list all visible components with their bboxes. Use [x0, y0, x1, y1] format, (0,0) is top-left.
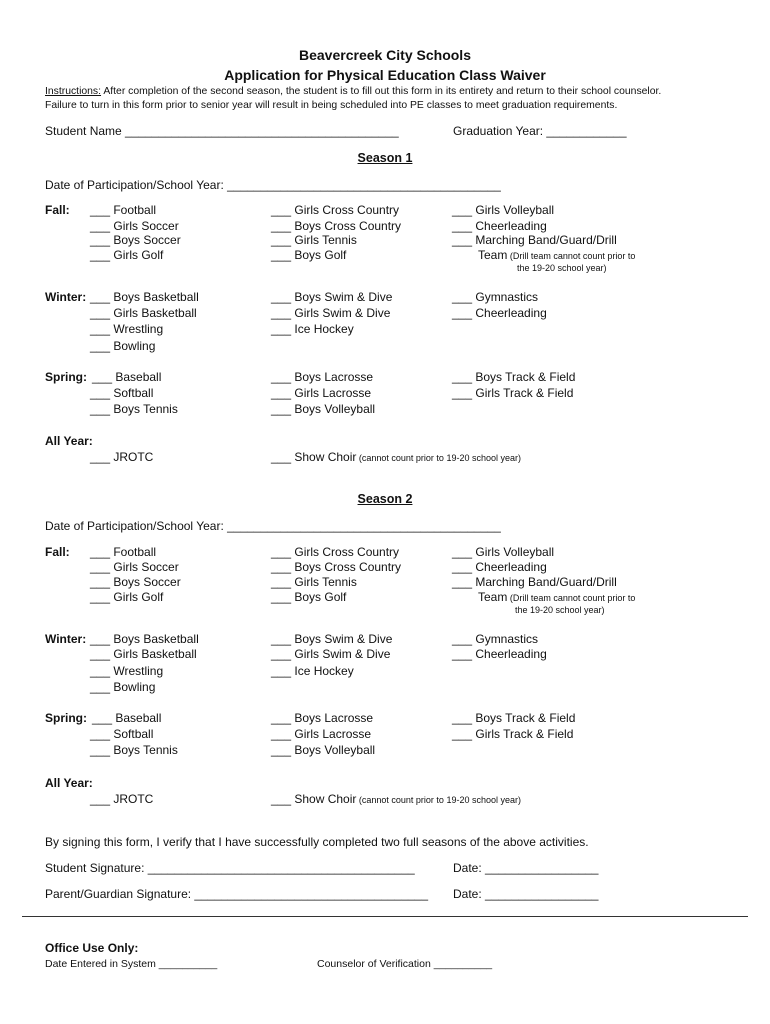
checkbox-boys-golf[interactable]: ___ Boys Golf — [271, 248, 347, 262]
checkbox-girls-lacrosse[interactable]: ___ Girls Lacrosse — [271, 386, 372, 400]
checkbox-girls-tennis[interactable]: ___ Girls Tennis — [271, 233, 357, 247]
show-choir-note: (cannot count prior to 19-20 school year) — [356, 453, 521, 463]
checkbox-boys-tennis[interactable]: ___ Boys Tennis — [90, 402, 178, 416]
checkbox-cheerleading-fall[interactable]: ___ Cheerleading — [452, 560, 547, 574]
checkbox-girls-swim-dive[interactable]: ___ Girls Swim & Dive — [271, 647, 391, 661]
graduation-year-field[interactable]: Graduation Year: ____________ — [453, 124, 627, 138]
show-choir-label: ___ Show Choir — [271, 450, 357, 464]
winter-label: Winter: — [45, 290, 87, 304]
team-note-line-2: the 19-20 school year) — [517, 263, 607, 273]
checkbox-boys-lacrosse[interactable]: ___ Boys Lacrosse — [271, 711, 374, 725]
checkbox-boys-lacrosse[interactable]: ___ Boys Lacrosse — [271, 370, 374, 384]
checkbox-boys-track-field[interactable]: ___ Boys Track & Field — [452, 370, 576, 384]
checkbox-boys-tennis[interactable]: ___ Boys Tennis — [90, 743, 178, 757]
checkbox-ice-hockey[interactable]: ___ Ice Hockey — [271, 322, 354, 336]
checkbox-marching-band[interactable]: ___ Marching Band/Guard/Drill — [452, 233, 617, 247]
instructions-line-1 — [45, 85, 661, 99]
checkbox-softball[interactable]: ___ Softball — [90, 727, 154, 741]
checkbox-girls-track-field[interactable]: ___ Girls Track & Field — [452, 727, 574, 741]
checkbox-boys-swim-dive[interactable]: ___ Boys Swim & Dive — [271, 290, 393, 304]
checkbox-boys-soccer[interactable]: ___ Boys Soccer — [90, 233, 181, 247]
checkbox-boys-basketball[interactable]: ___ Boys Basketball — [90, 290, 199, 304]
show-choir-note: (cannot count prior to 19-20 school year) — [356, 795, 521, 805]
checkbox-bowling[interactable]: ___ Bowling — [90, 680, 156, 694]
verify-statement: By signing this form, I verify that I have successfully completed two full seasons of the above activities. — [45, 835, 589, 849]
checkbox-marching-band[interactable]: ___ Marching Band/Guard/Drill — [452, 575, 617, 589]
parent-date-field[interactable]: Date: _________________ — [453, 887, 599, 901]
parent-signature-field[interactable]: Parent/Guardian Signature: ___________________________________ — [45, 887, 429, 901]
checkbox-wrestling[interactable]: ___ Wrestling — [90, 664, 164, 678]
office-use-heading: Office Use Only: — [45, 941, 139, 955]
student-name-field[interactable]: Student Name _________________________________________ — [45, 124, 399, 138]
date-participation-field[interactable]: Date of Participation/School Year: _________________________________________ — [45, 519, 501, 533]
checkbox-girls-tennis[interactable]: ___ Girls Tennis — [271, 575, 357, 589]
checkbox-girls-volleyball[interactable]: ___ Girls Volleyball — [452, 203, 555, 217]
checkbox-jrotc[interactable]: ___ JROTC — [90, 792, 154, 806]
checkbox-girls-cross-country[interactable]: ___ Girls Cross Country — [271, 545, 400, 559]
checkbox-girls-track-field[interactable]: ___ Girls Track & Field — [452, 386, 574, 400]
counselor-verification-field[interactable]: Counselor of Verification __________ — [317, 958, 493, 970]
team-word: Team — [478, 590, 508, 604]
checkbox-cheerleading-winter[interactable]: ___ Cheerleading — [452, 306, 547, 320]
season-heading: Season 2 — [357, 492, 413, 506]
checkbox-girls-basketball[interactable]: ___ Girls Basketball — [90, 647, 197, 661]
checkbox-girls-swim-dive[interactable]: ___ Girls Swim & Dive — [271, 306, 391, 320]
checkbox-cheerleading-fall[interactable]: ___ Cheerleading — [452, 219, 547, 233]
checkbox-boys-swim-dive[interactable]: ___ Boys Swim & Dive — [271, 632, 393, 646]
checkbox-girls-golf[interactable]: ___ Girls Golf — [90, 590, 164, 604]
checkbox-boys-volleyball[interactable]: ___ Boys Volleyball — [271, 402, 376, 416]
checkbox-baseball[interactable]: ___ Baseball — [92, 711, 162, 725]
fall-label: Fall: — [45, 203, 70, 217]
team-note: (Drill team cannot count prior to — [507, 251, 636, 261]
checkbox-girls-soccer[interactable]: ___ Girls Soccer — [90, 560, 179, 574]
checkbox-bowling[interactable]: ___ Bowling — [90, 339, 156, 353]
checkbox-cheerleading-winter[interactable]: ___ Cheerleading — [452, 647, 547, 661]
drill-team-note — [478, 590, 635, 604]
date-entered-field[interactable]: Date Entered in System __________ — [45, 958, 218, 970]
checkbox-boys-basketball[interactable]: ___ Boys Basketball — [90, 632, 199, 646]
checkbox-boys-volleyball[interactable]: ___ Boys Volleyball — [271, 743, 376, 757]
checkbox-boys-cross-country[interactable]: ___ Boys Cross Country — [271, 219, 402, 233]
checkbox-football[interactable]: ___ Football — [90, 545, 157, 559]
checkbox-ice-hockey[interactable]: ___ Ice Hockey — [271, 664, 354, 678]
school-name: Beavercreek City Schools — [299, 47, 471, 63]
date-participation-field[interactable]: Date of Participation/School Year: _________________________________________ — [45, 178, 501, 192]
checkbox-baseball[interactable]: ___ Baseball — [92, 370, 162, 384]
fall-label: Fall: — [45, 545, 70, 559]
winter-label: Winter: — [45, 632, 87, 646]
section-divider — [22, 916, 748, 917]
team-note: (Drill team cannot count prior to — [507, 593, 636, 603]
checkbox-gymnastics[interactable]: ___ Gymnastics — [452, 632, 539, 646]
checkbox-gymnastics[interactable]: ___ Gymnastics — [452, 290, 539, 304]
form-title: Application for Physical Education Class Waiver — [224, 67, 546, 83]
drill-team-note — [478, 248, 635, 262]
checkbox-girls-lacrosse[interactable]: ___ Girls Lacrosse — [271, 727, 372, 741]
checkbox-girls-volleyball[interactable]: ___ Girls Volleyball — [452, 545, 555, 559]
instructions-text: After completion of the second season, the student is to fill out this form in its entirety and return to their school counselor. — [101, 86, 662, 97]
student-date-field[interactable]: Date: _________________ — [453, 861, 599, 875]
instructions-label: Instructions: — [45, 86, 102, 97]
checkbox-jrotc[interactable]: ___ JROTC — [90, 450, 154, 464]
checkbox-show-choir[interactable] — [271, 450, 521, 464]
spring-label: Spring: — [45, 370, 87, 384]
checkbox-girls-golf[interactable]: ___ Girls Golf — [90, 248, 164, 262]
checkbox-girls-cross-country[interactable]: ___ Girls Cross Country — [271, 203, 400, 217]
season-heading: Season 1 — [357, 151, 413, 165]
team-note-line-2: the 19-20 school year) — [515, 605, 605, 615]
show-choir-label: ___ Show Choir — [271, 792, 357, 806]
checkbox-boys-cross-country[interactable]: ___ Boys Cross Country — [271, 560, 402, 574]
all-year-label: All Year: — [45, 434, 93, 448]
checkbox-football[interactable]: ___ Football — [90, 203, 157, 217]
team-word: Team — [478, 248, 508, 262]
all-year-label: All Year: — [45, 776, 93, 790]
checkbox-boys-soccer[interactable]: ___ Boys Soccer — [90, 575, 181, 589]
checkbox-softball[interactable]: ___ Softball — [90, 386, 154, 400]
instructions-line-2: Failure to turn in this form prior to senior year will result in being scheduled into PE classes to meet graduation requirements. — [45, 100, 618, 111]
checkbox-wrestling[interactable]: ___ Wrestling — [90, 322, 164, 336]
spring-label: Spring: — [45, 711, 87, 725]
student-signature-field[interactable]: Student Signature: ________________________________________ — [45, 861, 415, 875]
checkbox-girls-soccer[interactable]: ___ Girls Soccer — [90, 219, 179, 233]
checkbox-girls-basketball[interactable]: ___ Girls Basketball — [90, 306, 197, 320]
checkbox-boys-golf[interactable]: ___ Boys Golf — [271, 590, 347, 604]
checkbox-boys-track-field[interactable]: ___ Boys Track & Field — [452, 711, 576, 725]
checkbox-show-choir[interactable] — [271, 792, 521, 806]
